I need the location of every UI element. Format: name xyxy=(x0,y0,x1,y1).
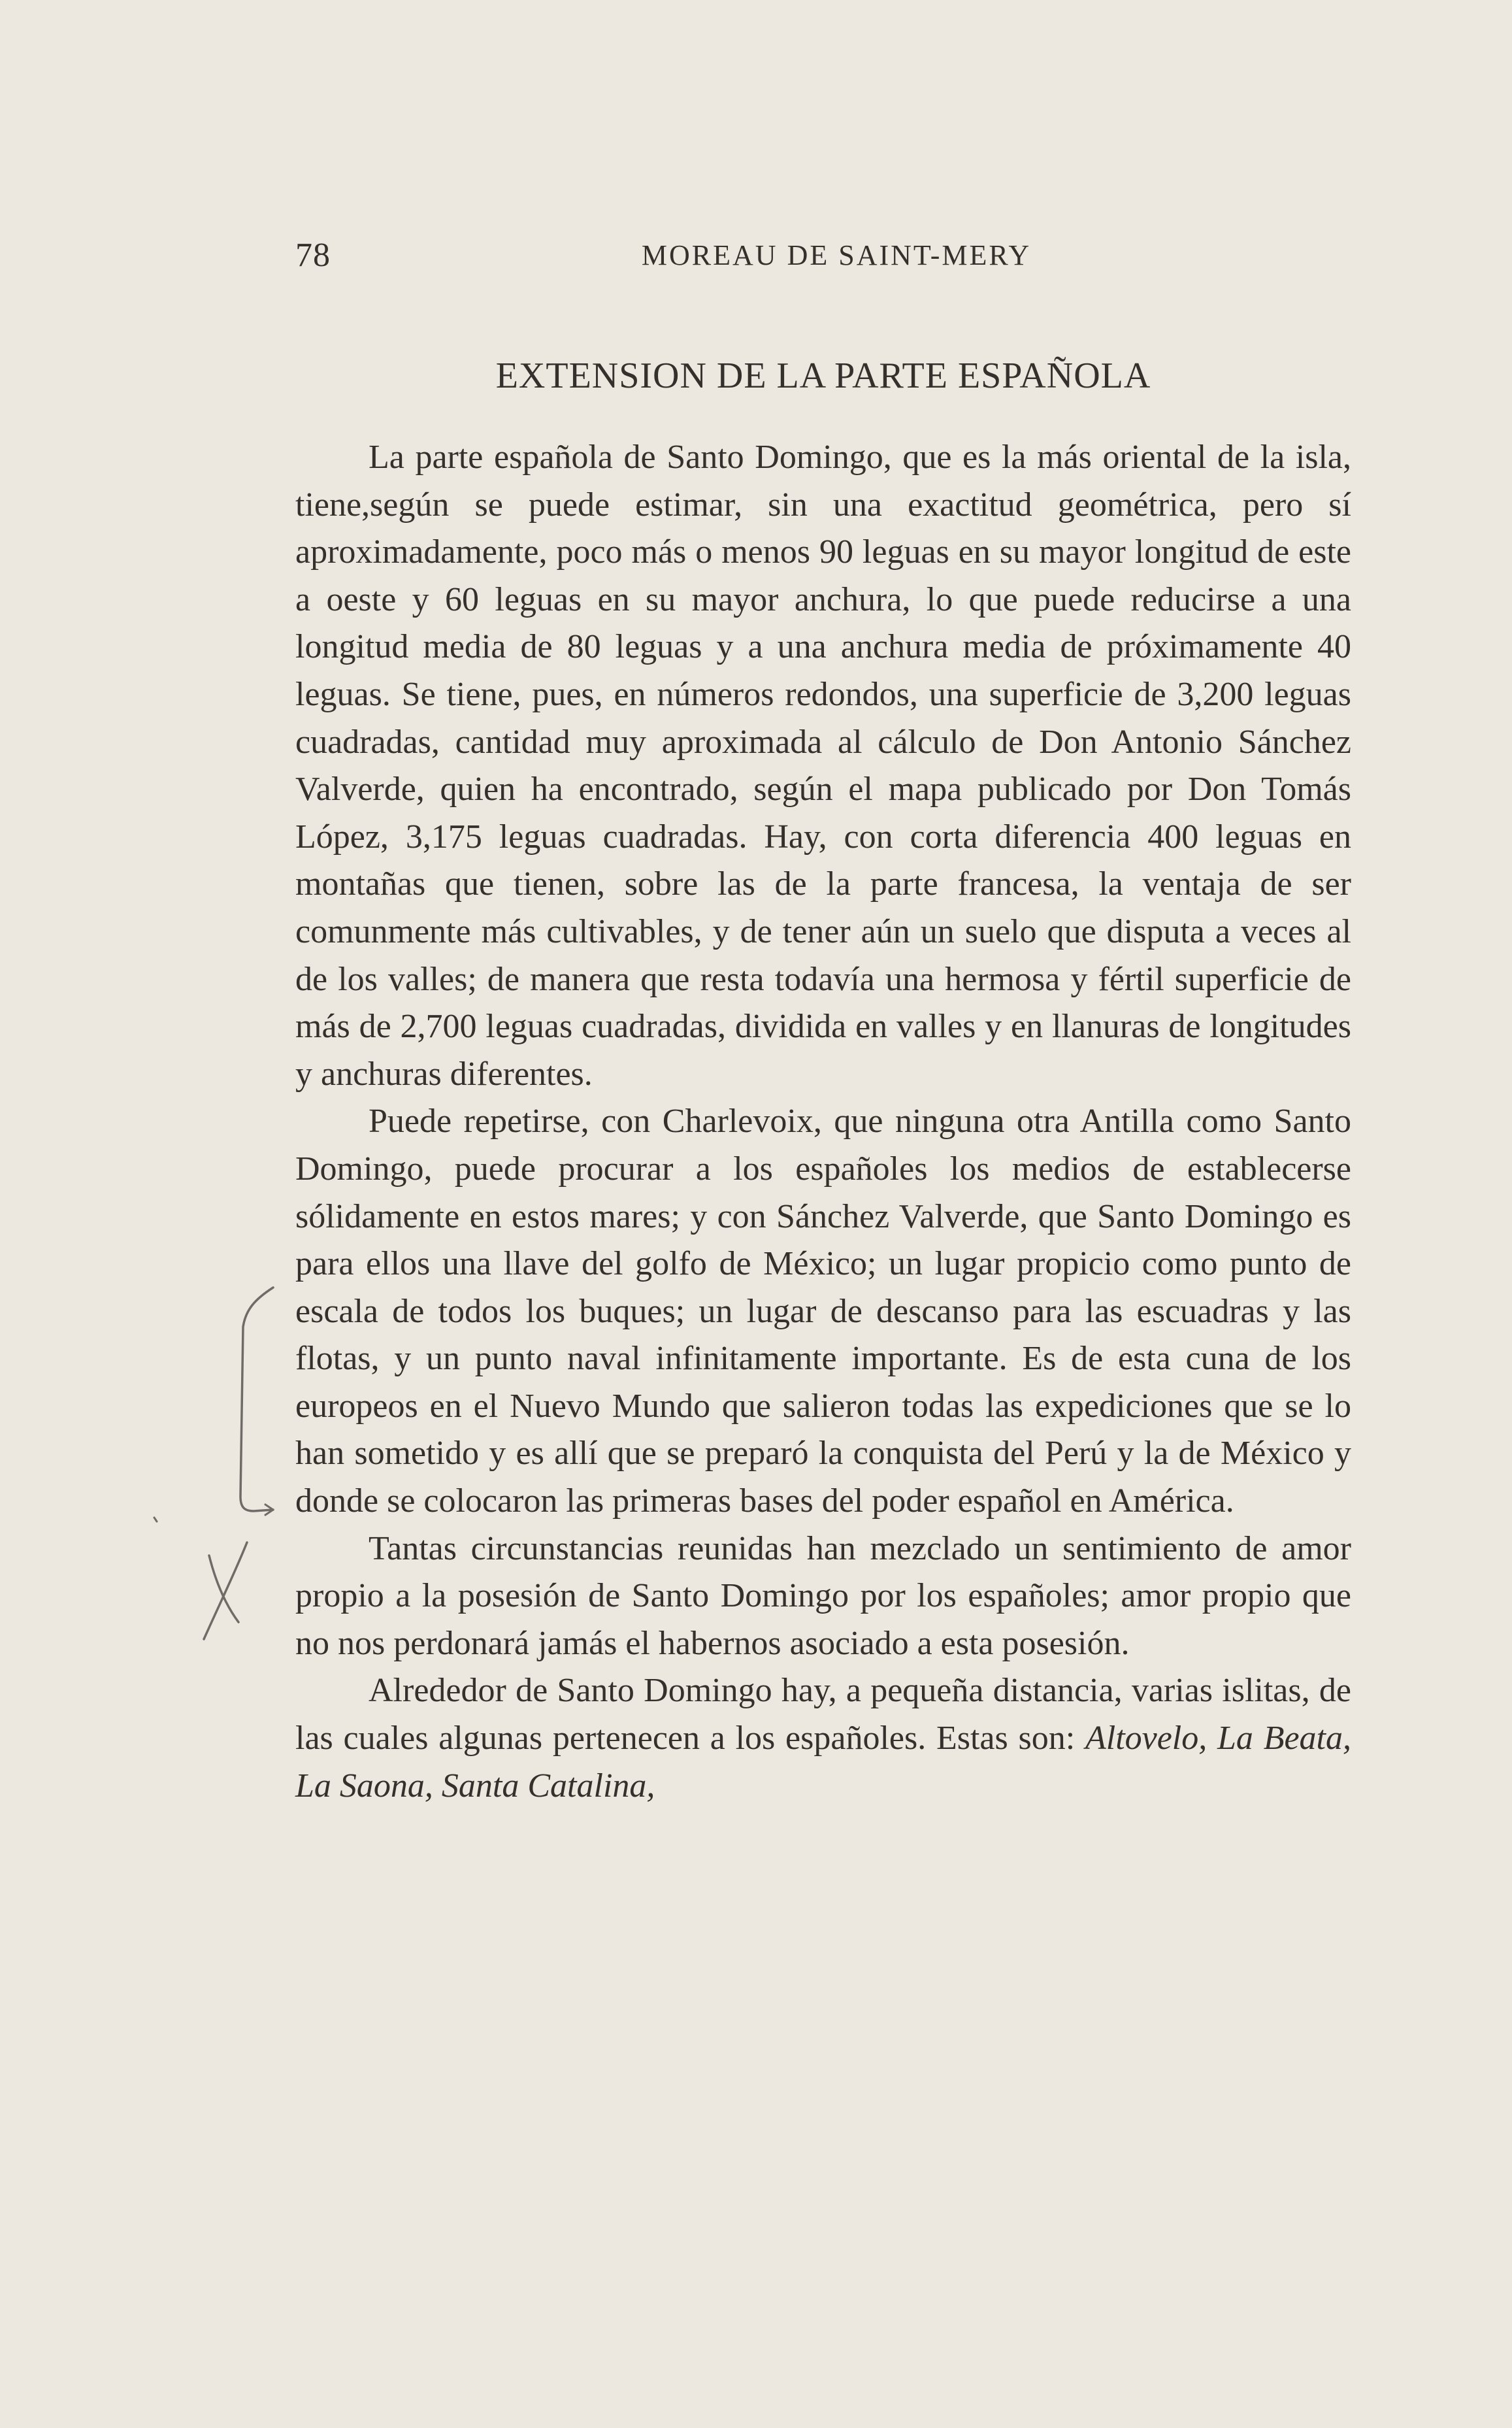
island-names: Altovelo, La Beata, La Saona, Santa Catalina, xyxy=(295,1720,1351,1804)
page-number: 78 xyxy=(295,237,331,274)
paragraph-charlevoix: Puede repetirse, con Charlevoix, que ninguna otra Antilla como Santo Domingo, puede procurar a los españoles los medios de establecerse sólidamente en estos mares; y con Sánchez Valverde, que Santo Domingo es para ellos una llave del golfo de México; un lugar propicio como punto de escala de todos los buques; un lugar de descanso para las escuadras y las flotas, y un punto naval infinitamente importante. Es de esta cuna de los europeos en el Nuevo Mundo que salieron todas las expediciones que se lo han sometido y es allí que se preparó la conquista del Perú y la de México y donde se colocaron las primeras bases del poder español en América. xyxy=(295,1103,1351,1520)
islitas-text: Alrededor de Santo Domingo hay, a pequeña distancia, varias islitas, de las cuales algunas pertenecen a los españoles. Estas son: xyxy=(295,1672,1351,1757)
body-text xyxy=(295,434,1351,1810)
paragraph-extension: La parte española de Santo Domingo, que es la más oriental de la isla, tiene,según se puede estimar, sin una exactitud geométrica, pero sí aproximadamente, poco más o menos 90 leguas en su mayor longitud de este a oeste y 60 leguas en su mayor anchura, lo que puede reducirse a una longitud media de 80 leguas y a una anchura media de próximamente 40 leguas. Se tiene, pues, en números redondos, una superficie de 3,200 leguas cuadradas, cantidad muy aproximada al cálculo de Don Antonio Sánchez Valverde, quien ha encontrado, según el mapa publicado por Don Tomás López, 3,175 leguas cuadradas. Hay, con corta diferencia 400 leguas en montañas que tienen, sobre las de la parte francesa, la ventaja de ser comunmente más cultivables, y de tener aún un suelo que disputa a veces al de los valles; de manera que resta todavía una hermosa y fértil superficie de más de 2,700 leguas cuadradas, dividida en valles y en llanuras de longitudes y anchuras diferentes. xyxy=(295,439,1351,1093)
pencil-margin-mark xyxy=(131,1281,301,1647)
paragraph-islitas xyxy=(295,1667,1351,1810)
pencil-bracket-and-cross-icon xyxy=(131,1281,301,1647)
running-head xyxy=(295,233,1351,278)
running-title: MOREAU DE SAINT-MERY xyxy=(641,239,1032,271)
section-heading: EXTENSION DE LA PARTE ESPAÑOLA xyxy=(495,356,1151,396)
paragraph-amor-propio: Tantas circunstancias reunidas han mezclado un sentimiento de amor propio a la posesión de Santo Domingo por los españoles; amor propio que no nos perdonará jamás el habernos asociado a esta posesión. xyxy=(295,1529,1351,1662)
